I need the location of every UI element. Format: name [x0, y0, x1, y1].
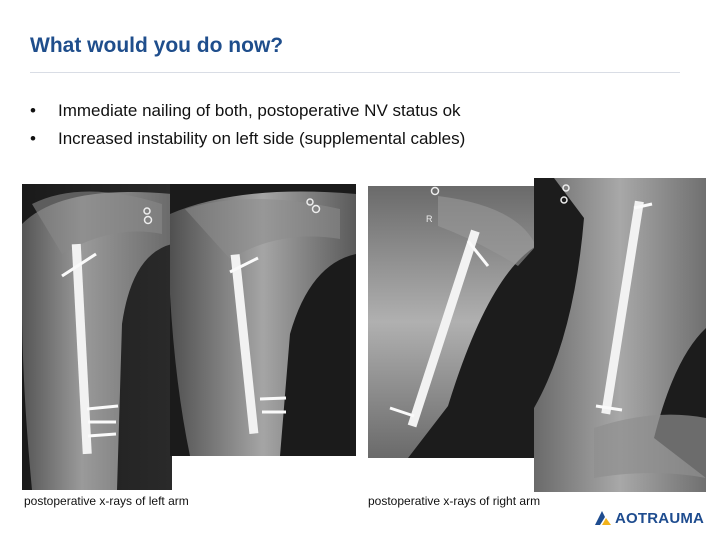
slide-title: What would you do now?: [30, 34, 284, 57]
xray-left-arm-ap: [22, 184, 172, 490]
logo-prefix: AO: [615, 509, 638, 527]
xray-right-arm-ap: [368, 186, 536, 458]
xray-right-arm-oblique: [534, 178, 706, 492]
bullet-item: [30, 125, 465, 153]
title-divider: [30, 72, 680, 73]
bullet-marker: •: [30, 129, 36, 148]
caption-right-arm: postoperative x-rays of right arm: [368, 494, 541, 508]
caption-left-arm: postoperative x-rays of left arm: [24, 494, 189, 508]
xray-side-marker: R: [426, 214, 433, 224]
logo-name: TRAUMA: [637, 509, 705, 527]
aotrauma-logo-icon: [594, 509, 612, 527]
xray-left-arm-oblique: [170, 184, 356, 456]
bullet-text: Increased instability on left side (supplemental cables): [58, 129, 466, 148]
bullet-marker: •: [30, 101, 36, 120]
bullet-text: Immediate nailing of both, postoperative NV status ok: [58, 101, 461, 120]
bullet-item: [30, 97, 465, 125]
aotrauma-logo: [594, 508, 704, 528]
bullet-list: [30, 97, 465, 153]
